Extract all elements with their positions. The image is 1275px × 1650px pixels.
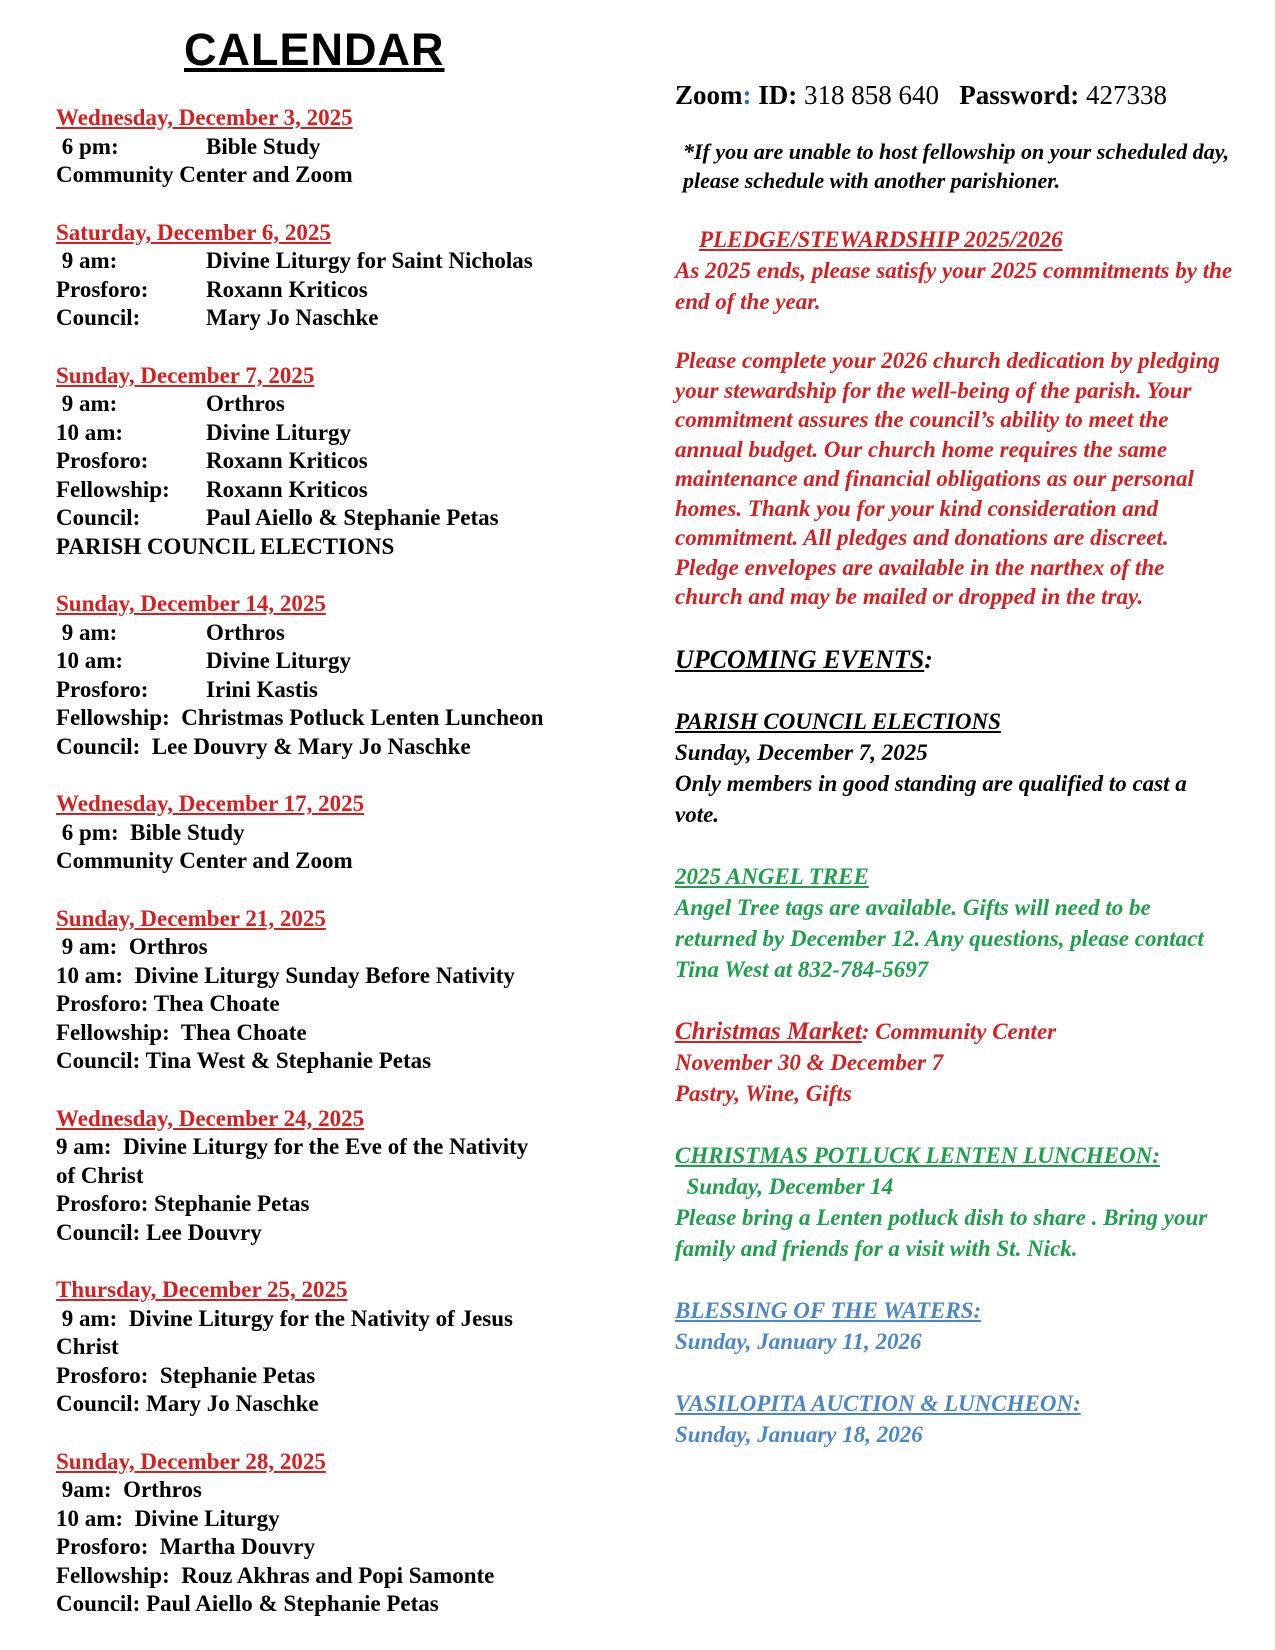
event-row: [56, 647, 616, 676]
event-row-value: Irini Kastis: [206, 676, 318, 702]
event-row-value: Paul Aiello & Stephanie Petas: [206, 505, 499, 530]
event-row: [56, 133, 616, 162]
fellowship-note: *If you are unable to host fellowship on your scheduled day, please schedule with another parishioner.: [683, 139, 1230, 193]
pledge-section: [675, 224, 1235, 612]
blessing-heading: BLESSING OF THE WATERS:: [675, 1297, 982, 1323]
angel-tree-text: Angel Tree tags are available. Gifts will need to be returned by December 12. Any questions, please contact Tina West at 832-784-5697: [675, 894, 1204, 982]
elections-heading: PARISH COUNCIL ELECTIONS: [675, 708, 1001, 734]
event-row: [56, 476, 616, 505]
event-row-label: 9 am:: [56, 248, 118, 273]
event-date: Sunday, December 21, 2025: [56, 905, 326, 931]
event-list: [56, 104, 616, 1648]
angel-tree-heading: 2025 ANGEL TREE: [675, 863, 869, 889]
event-row-label: 10 am:: [56, 648, 124, 673]
event-row: Christ: [56, 1334, 119, 1359]
pledge-paragraph-1: As 2025 ends, please satisfy your 2025 commitments by the end of the year.: [675, 258, 1233, 314]
event-row: [56, 676, 616, 705]
event-row-value: Roxann Kriticos: [206, 448, 368, 473]
event-row-value: Orthros: [206, 619, 285, 645]
event-row: Prosforo: Thea Choate: [56, 991, 280, 1016]
zoom-id: 318 858 640: [804, 80, 939, 110]
pledge-heading: PLEDGE/STEWARDSHIP 2025/2026: [699, 227, 1063, 252]
event-row: 9 am: Divine Liturgy for the Nativity of Jesus: [56, 1305, 513, 1331]
event-row: [56, 619, 616, 648]
event-row-value: Bible Study: [206, 133, 321, 159]
event-row: Council: Mary Jo Naschke: [56, 1391, 319, 1416]
event-row: Fellowship: Thea Choate: [56, 1019, 307, 1045]
event-row: Community Center and Zoom: [56, 848, 353, 873]
calendar-event: [56, 104, 616, 190]
event-row-value: Divine Liturgy: [206, 419, 352, 445]
event-row: 10 am: Divine Liturgy Sunday Before Nativity: [56, 962, 515, 988]
vasilopita-block: [675, 1388, 1235, 1450]
market-block: [675, 1016, 1235, 1109]
calendar-event: [56, 905, 616, 1076]
potluck-block: [675, 1140, 1235, 1264]
event-row-label: Prosforo:: [56, 676, 149, 702]
elections-date: Sunday, December 7, 2025: [675, 739, 928, 765]
elections-block: [675, 706, 1235, 830]
zoom-password: 427338: [1086, 80, 1167, 110]
event-row-label: 9 am:: [56, 391, 118, 416]
calendar-event: [56, 362, 616, 562]
market-items: Pastry, Wine, Gifts: [675, 1080, 852, 1106]
event-row: [56, 276, 616, 305]
event-row: 9 am: Orthros: [56, 934, 208, 959]
announcements-column: [675, 80, 1235, 1481]
calendar-event: [56, 1105, 616, 1248]
event-row: [56, 419, 616, 448]
event-row: [56, 504, 616, 533]
event-date: Saturday, December 6, 2025: [56, 219, 331, 245]
event-date: Sunday, December 7, 2025: [56, 362, 315, 388]
zoom-id-label: ID:: [758, 80, 798, 110]
elections-text: Only members in good standing are qualified to cast a vote.: [675, 770, 1187, 827]
calendar-event: [56, 219, 616, 333]
event-row-value: Divine Liturgy: [206, 648, 352, 673]
event-row: 6 pm: Bible Study: [56, 819, 245, 845]
event-row: Fellowship: Christmas Potluck Lenten Luncheon: [56, 705, 544, 730]
calendar-event: [56, 1448, 616, 1619]
event-row: Prosforo: Martha Douvry: [56, 1534, 316, 1559]
event-row: Community Center and Zoom: [56, 162, 353, 187]
zoom-password-label: Password:: [959, 80, 1080, 110]
upcoming-events-heading: UPCOMING EVENTS:: [675, 644, 933, 674]
event-row-label: Fellowship:: [56, 476, 170, 502]
potluck-date: Sunday, December 14: [675, 1173, 894, 1199]
vasilopita-date: Sunday, January 18, 2026: [675, 1421, 923, 1447]
event-row: [56, 247, 616, 276]
event-row: Council: Tina West & Stephanie Petas: [56, 1048, 432, 1073]
event-row-label: Council:: [56, 305, 141, 330]
calendar-event: [56, 590, 616, 761]
event-row-label: Council:: [56, 505, 141, 530]
potluck-heading: CHRISTMAS POTLUCK LENTEN LUNCHEON:: [675, 1142, 1160, 1168]
event-row-label: 6 pm:: [56, 133, 119, 159]
event-row: PARISH COUNCIL ELECTIONS: [56, 533, 395, 559]
event-date: Wednesday, December 17, 2025: [56, 791, 365, 816]
zoom-info: Zoom: ID: 318 858 640 Password: 427338: [675, 80, 1167, 110]
vasilopita-heading: VASILOPITA AUCTION & LUNCHEON:: [675, 1390, 1081, 1416]
event-row-value: Divine Liturgy for Saint Nicholas: [206, 248, 533, 273]
event-row: Prosforo: Stephanie Petas: [56, 1191, 310, 1216]
event-row-label: 9 am:: [56, 619, 118, 645]
event-row: Council: Lee Douvry & Mary Jo Naschke: [56, 733, 471, 759]
market-dates: November 30 & December 7: [675, 1049, 944, 1075]
calendar-event: [56, 1276, 616, 1419]
event-row-label: Prosforo:: [56, 276, 149, 302]
page-title: CALENDAR: [184, 24, 445, 75]
event-row-label: Prosforo:: [56, 448, 149, 473]
event-row: Fellowship: Rouz Akhras and Popi Samonte: [56, 1562, 495, 1588]
event-row: [56, 304, 616, 333]
event-row-label: 10 am:: [56, 419, 124, 445]
event-row-value: Orthros: [206, 391, 285, 416]
event-row-value: Roxann Kriticos: [206, 276, 368, 302]
event-row: 9 am: Divine Liturgy for the Eve of the Nativity: [56, 1134, 529, 1159]
event-row: [56, 390, 616, 419]
market-heading: Christmas Market: [675, 1017, 862, 1045]
blessing-date: Sunday, January 11, 2026: [675, 1328, 922, 1354]
event-row: of Christ: [56, 1162, 144, 1188]
event-row-value: Roxann Kriticos: [206, 476, 368, 502]
event-row: 10 am: Divine Liturgy: [56, 1505, 280, 1531]
event-date: Thursday, December 25, 2025: [56, 1277, 348, 1302]
event-date: Sunday, December 14, 2025: [56, 591, 326, 616]
event-date: Wednesday, December 24, 2025: [56, 1105, 365, 1131]
pledge-paragraph-2: Please complete your 2026 church dedication by pledging your stewardship for the well-being of the parish. Your commitment assures the council’s ability to meet the annual budget. Our church home requires the same maintenance and financial obligations as our personal homes. Thank you for your kind consideration and commitment. All pledges and donations are discreet. Pledge envelopes are available in the narthex of the church and may be mailed or dropped in the tray.: [675, 348, 1220, 609]
event-row-value: Mary Jo Naschke: [206, 305, 379, 330]
potluck-text: Please bring a Lenten potluck dish to share . Bring your family and friends for a visit with St. Nick.: [675, 1204, 1208, 1261]
zoom-label: Zoom: [675, 80, 743, 110]
event-date: Wednesday, December 3, 2025: [56, 105, 353, 130]
event-row: [56, 447, 616, 476]
event-row: 9am: Orthros: [56, 1477, 202, 1502]
market-location: : Community Center: [861, 1018, 1057, 1044]
event-row: Council: Paul Aiello & Stephanie Petas: [56, 1591, 439, 1616]
angel-tree-block: [675, 861, 1235, 985]
event-row: Prosforo: Stephanie Petas: [56, 1362, 316, 1388]
blessing-block: [675, 1295, 1235, 1357]
event-row: Council: Lee Douvry: [56, 1219, 262, 1245]
event-date: Sunday, December 28, 2025: [56, 1448, 326, 1474]
calendar-event: [56, 790, 616, 876]
